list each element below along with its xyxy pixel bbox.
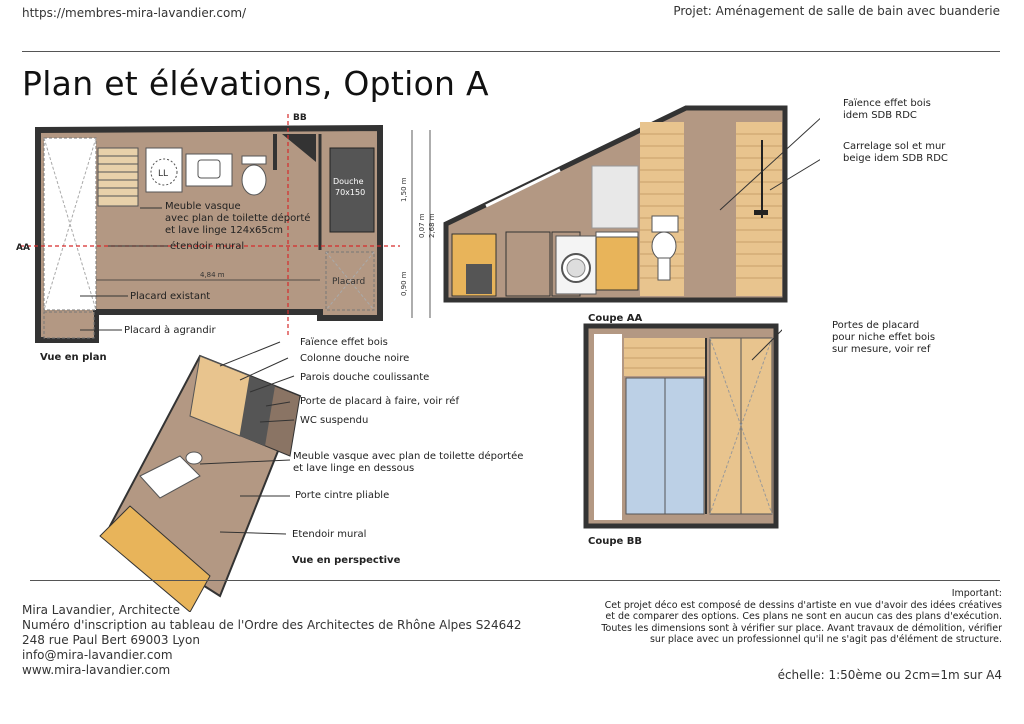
plan-dim-007: 0,07 m: [418, 213, 426, 238]
plan-section-bb: BB: [293, 113, 307, 123]
perspective-callout-4: Porte de placard à faire, voir réf: [300, 396, 459, 407]
perspective-callout-6: Meuble vasque avec plan de toilette déportée et lave linge en dessous: [293, 451, 524, 474]
plan-callout-meuble: Meuble vasque avec plan de toilette déporté et lave linge 124x65cm: [165, 201, 311, 236]
important-title: Important:: [951, 588, 1002, 599]
important-line-2: et de comparer des options. Ces plans ne sont en aucun cas des plans d'exécution.: [605, 611, 1002, 622]
architect-registration: Numéro d'inscription au tableau de l'Ordre des Architectes de Rhône Alpes S24642: [22, 618, 522, 632]
plan-placard-agrandir: [44, 312, 94, 338]
plan-callout-etendoir: étendoir mural: [170, 241, 245, 252]
footer-architect: [22, 603, 522, 678]
perspective-caption: Vue en perspective: [292, 555, 401, 566]
plan-dim-090: 0,90 m: [400, 271, 408, 296]
header-url: https://membres-mira-lavandier.com/: [22, 6, 247, 20]
coupe-bb-callout-portes: Portes de placard pour niche effet bois sur mesure, voir ref: [832, 320, 936, 355]
coupe-aa-callout-faience: Faïence effet bois idem SDB RDC: [843, 98, 931, 121]
plan-dim-150: 1,50 m: [400, 177, 408, 202]
architect-address: 248 rue Paul Bert 69003 Lyon: [22, 633, 200, 647]
coupe-bb-drawing: [582, 320, 782, 532]
important-line-1: Cet projet déco est composé de dessins d'artiste en vue d'avoir des idées créatives: [604, 599, 1002, 611]
perspective-callout-3: Parois douche coulissante: [300, 372, 430, 383]
architect-name: Mira Lavandier, Architecte: [22, 603, 180, 617]
perspective-callout-5: WC suspendu: [300, 415, 369, 426]
plan-dim-268: 2,68 m: [428, 213, 436, 238]
plan-section-aa: AA: [16, 243, 30, 253]
coupe-aa-callout-carrelage: Carrelage sol et mur beige idem SDB RDC: [843, 141, 948, 164]
svg-text:Douche: Douche: [333, 177, 364, 186]
perspective-callout-1: Faïence effet bois: [300, 337, 388, 348]
header-divider: [22, 51, 1000, 52]
plan-callout-placard-agrandir: Placard à agrandir: [124, 325, 216, 336]
important-note: [562, 588, 1002, 646]
perspective-callout-7: Porte cintre pliable: [295, 490, 390, 501]
svg-text:70x150: 70x150: [335, 188, 366, 197]
important-line-4: sur place avec un professionnel qu'il ne s'agit pas d'élément de structure.: [649, 634, 1002, 645]
architect-website[interactable]: www.mira-lavandier.com: [22, 663, 171, 677]
coupe-aa-drawing: [440, 100, 820, 320]
perspective-drawing: [90, 336, 310, 612]
header-project: Projet: Aménagement de salle de bain avec buanderie: [673, 4, 1000, 18]
scale-note: échelle: 1:50ème ou 2cm=1m sur A4: [777, 668, 1002, 682]
important-line-3: Toutes les dimensions sont à vérifier sur place. Avant travaux de démolition, vérifier: [601, 622, 1002, 634]
coupe-aa-caption: Coupe AA: [588, 313, 643, 324]
plan-dim-width: 4,84 m: [200, 271, 225, 279]
footer-divider: [30, 580, 1000, 581]
plan-caption: Vue en plan: [40, 352, 107, 363]
coupe-bb-caption: Coupe BB: [588, 536, 642, 547]
plan-ll-label: LL: [158, 169, 169, 179]
page-title: Plan et élévations, Option A: [22, 64, 489, 103]
architect-email[interactable]: info@mira-lavandier.com: [22, 648, 173, 662]
plan-placard-label: Placard: [332, 277, 366, 287]
plan-callout-placard-existant: Placard existant: [130, 291, 211, 302]
perspective-callout-8: Etendoir mural: [292, 529, 367, 540]
perspective-callout-2: Colonne douche noire: [300, 353, 410, 364]
plan-etendoir: [98, 148, 138, 206]
